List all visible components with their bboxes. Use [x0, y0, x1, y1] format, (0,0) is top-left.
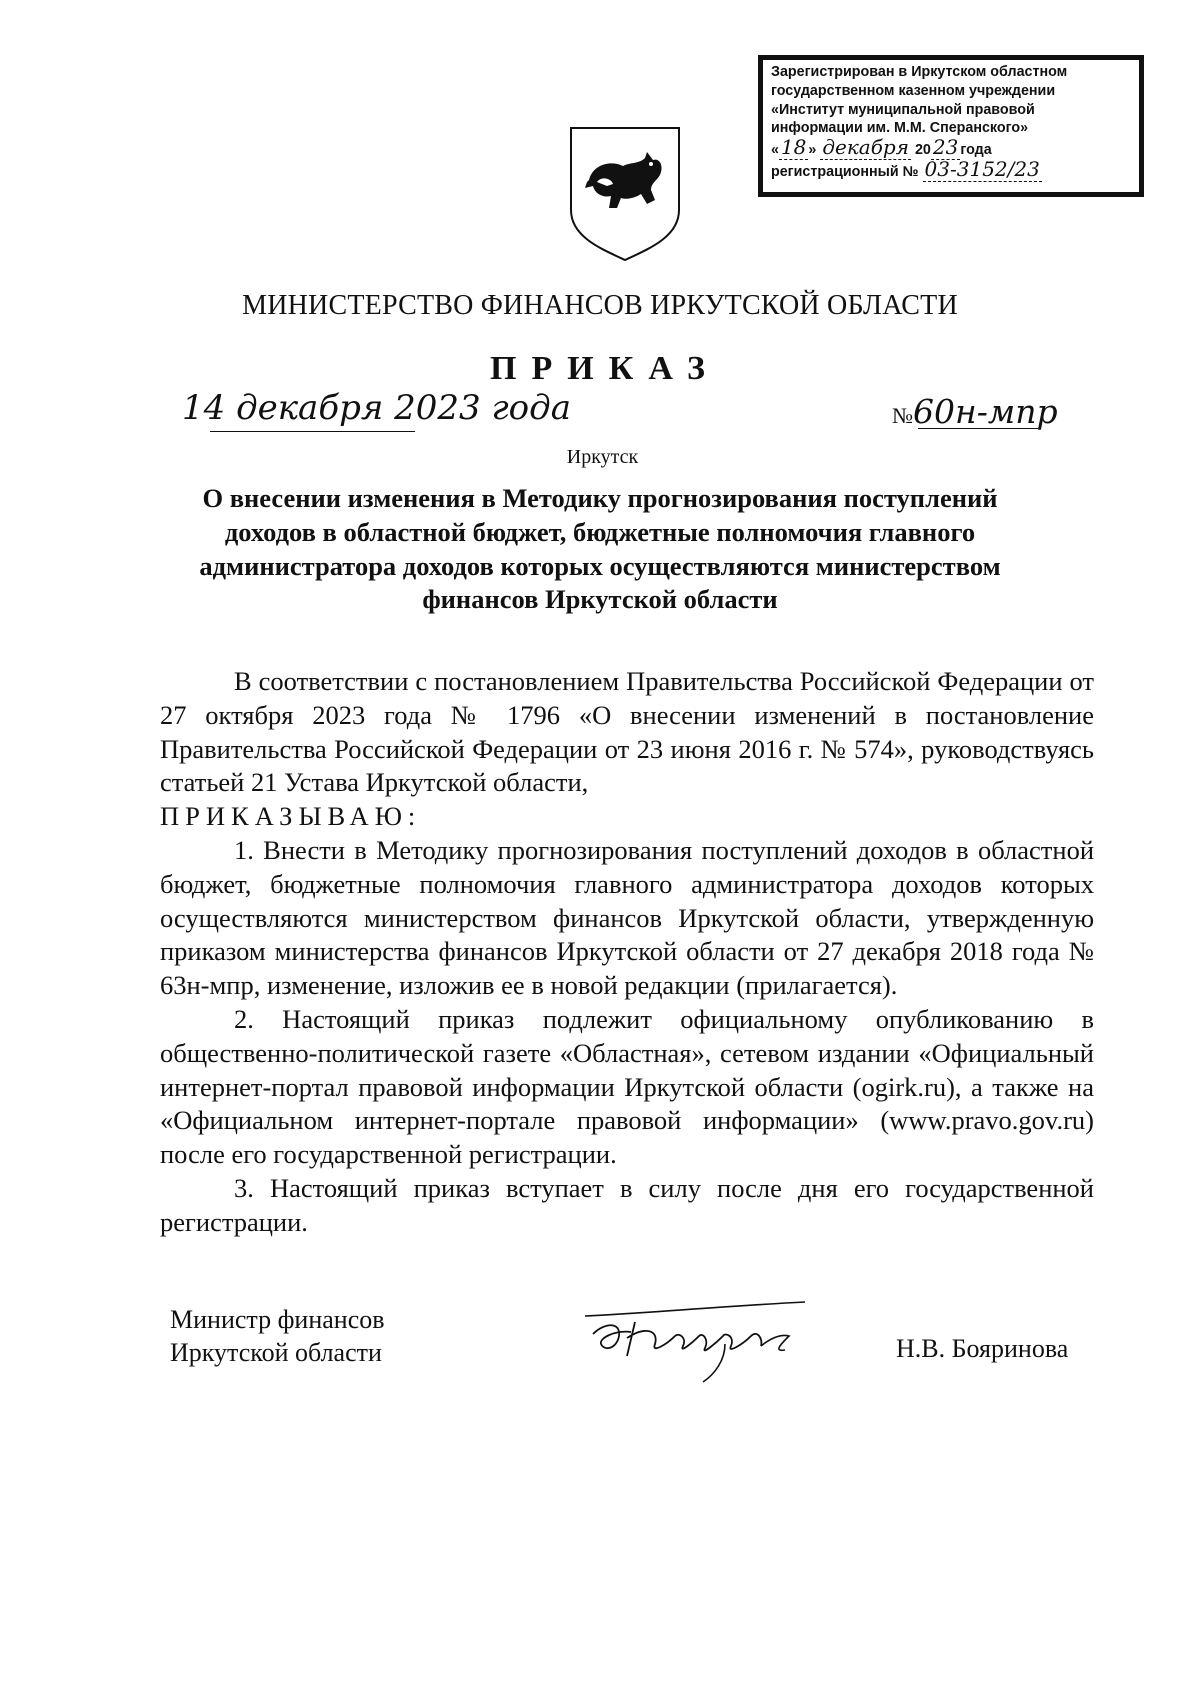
stamp-reg-label: регистрационный №: [771, 163, 919, 180]
title-line: доходов в областной бюджет, бюджетные полномочия главного: [224, 516, 976, 547]
stamp-month: декабря: [822, 135, 909, 160]
number-underline: [918, 428, 1038, 429]
handwritten-signature-icon: [575, 1286, 840, 1386]
item-2: 2. Настоящий приказ подлежит официальному опубликованию в общественно-политической газете «Областная», сетевом издании «Официальный интернет-портал правовой информации Иркутской области (ogirk.ru), а также на «Официальном интернет-портале правовой информации» (www.pravo.gov.ru) после его государственной регистрации.: [160, 1003, 1094, 1170]
date-underline: [210, 431, 415, 432]
stamp-line: «Институт муниципальной правовой: [771, 101, 1035, 118]
stamp-year-label: года: [960, 142, 992, 159]
number-label: №: [892, 403, 913, 428]
stamp-reg-number: 03-3152/23: [924, 156, 1040, 181]
stamp-day: 18: [780, 135, 807, 160]
stamp-line: Зарегистрирован в Иркутском областном: [771, 64, 1068, 80]
stamp-year-suffix: 23: [932, 135, 959, 160]
ministry-name: МИНИСТЕРСТВО ФИНАНСОВ ИРКУТСКОЙ ОБЛАСТИ: [242, 290, 958, 321]
coat-of-arms-icon: [567, 124, 683, 264]
preamble: В соответствии с постановлением Правительства Российской Федерации от 27 октября 2023 года № 1796 «О внесении изменений в постановление Правительства Российской Федерации от 23 июня 2016 г. № 574», руководствуясь статьей 21 Устава Иркутской области,: [160, 666, 1094, 798]
title-line: администратора доходов которых осуществляются министерством: [199, 550, 1001, 581]
stamp-line: информации им. М.М. Сперанского»: [771, 120, 1029, 137]
position-line: Иркутской области: [170, 1338, 382, 1367]
title-line: О внесении изменения в Методику прогнозирования поступлений: [202, 483, 998, 513]
stamp-line: государственном казенном учреждении: [771, 82, 1056, 99]
order-word: ПРИКАЗЫВАЮ:: [160, 801, 422, 832]
signer-position: [170, 1303, 385, 1369]
document-type: ПРИКАЗ: [490, 350, 720, 387]
signer-name: Н.В. Бояринова: [896, 1334, 1069, 1363]
title-line: финансов Иркутской области: [422, 584, 778, 615]
document-body: [160, 665, 1094, 1240]
stamp-reg-line: [771, 156, 1131, 182]
stamp-date-line: « 18 » декабря 20 23 года: [771, 135, 992, 160]
item-3: 3. Настоящий приказ вступает в силу после дня его государственной регистрации.: [160, 1172, 1094, 1237]
order-date: 14 декабря 2023 года: [182, 388, 571, 428]
position-line: Министр финансов: [170, 1305, 385, 1334]
number-value: 60н-мпр: [913, 392, 1058, 431]
item-1: 1. Внести в Методику прогнозирования поступлений доходов в областной бюджет, бюджетные полномочия главного администратора доходов которых осуществляются министерством финансов Иркутской области, утвержденную приказом министерства финансов Иркутской области от 27 декабря 2018 года № 63н-мпр, изменение, изложив ее в новой редакции (прилагается).: [160, 834, 1094, 1001]
city: Иркутск: [566, 446, 639, 468]
registration-stamp: [758, 55, 1144, 197]
stamp-year-prefix: 20: [914, 142, 931, 159]
document-title: [160, 482, 1040, 617]
order-number: [892, 392, 1058, 431]
